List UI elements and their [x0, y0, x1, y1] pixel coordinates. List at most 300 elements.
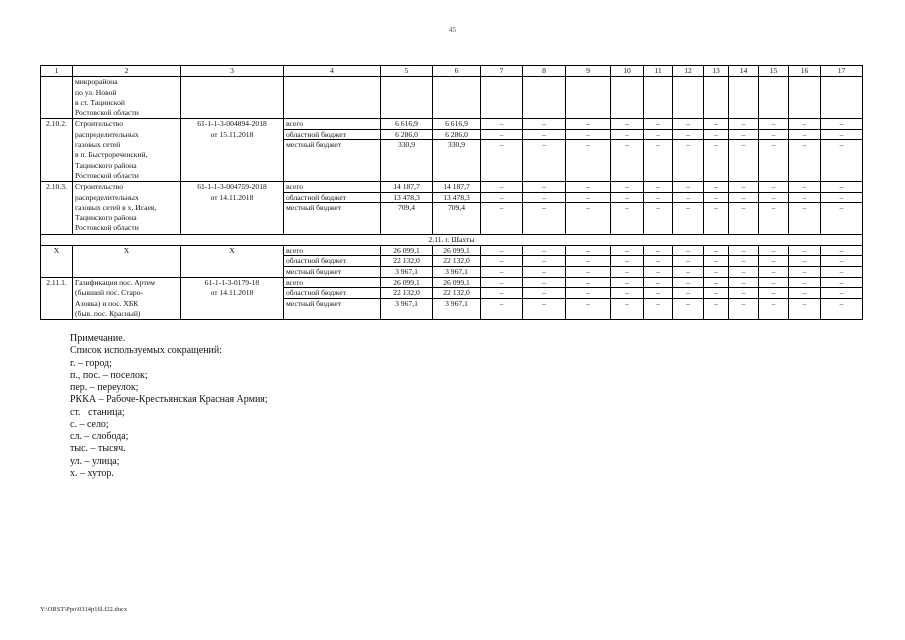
value: 3 967,1: [445, 266, 468, 276]
value: –: [789, 130, 820, 140]
notes-title: Примечание.: [70, 333, 126, 344]
value: –: [704, 182, 728, 192]
value-cell: [673, 246, 704, 278]
abbreviation-item: ст. станица;: [70, 406, 125, 418]
column-number-header: 8: [523, 66, 566, 77]
value-cell: [481, 119, 523, 182]
table-row: [41, 277, 863, 319]
value-cell: [523, 277, 566, 319]
data-table: [40, 65, 863, 320]
value-cell: [433, 277, 481, 319]
value: –: [729, 278, 758, 288]
value-cell: [821, 119, 863, 182]
registry-code-line: Х: [229, 246, 235, 256]
row-number: Х: [53, 246, 60, 256]
value: –: [686, 298, 690, 308]
column-number-header: 4: [284, 66, 381, 77]
value: –: [759, 256, 788, 266]
object-name-line: в ст. Тацинской: [75, 97, 125, 107]
abbreviation-item: ул. – улица;: [70, 455, 120, 467]
value-cell: [821, 277, 863, 319]
object-name-line: Газификация пос. Артем: [75, 277, 155, 287]
value: –: [759, 193, 788, 203]
funding-source: всего: [284, 246, 380, 256]
value: –: [586, 298, 590, 308]
value-cell: [759, 77, 789, 119]
registry-code-line: 61-1-1-3-004759-2018: [197, 182, 267, 192]
value-cell: [611, 119, 644, 182]
page-number: 45: [449, 26, 456, 34]
value-cell: [729, 119, 759, 182]
value-cell: [789, 119, 821, 182]
value: –: [644, 130, 672, 140]
value: –: [821, 130, 862, 140]
value: 709,4: [447, 202, 466, 212]
funding-source: всего: [284, 119, 380, 129]
value-cell: [821, 182, 863, 234]
value: –: [611, 119, 643, 129]
value: –: [771, 298, 776, 308]
value: –: [673, 246, 703, 256]
value: 26 099,1: [433, 278, 480, 288]
value: –: [704, 256, 728, 266]
value: –: [611, 256, 643, 266]
object-name-line: Строительство: [75, 182, 123, 192]
object-name-line: Тацинского района: [75, 160, 137, 170]
funding-source: всего: [284, 278, 380, 288]
value: –: [741, 266, 746, 276]
row-number: 2.10.2.: [46, 119, 67, 129]
value-cell: [481, 277, 523, 319]
value: –: [542, 140, 546, 150]
value: 14 187,7: [433, 182, 480, 192]
object-name-cell: [73, 246, 181, 278]
value-cell: [673, 77, 704, 119]
value: –: [566, 256, 610, 266]
column-number-header: 1: [41, 66, 73, 77]
column-number-header: 7: [481, 66, 523, 77]
value: –: [644, 193, 672, 203]
value: 26 099,1: [381, 246, 432, 256]
value: –: [704, 193, 728, 203]
value: –: [481, 278, 522, 288]
value: –: [729, 288, 758, 298]
registry-code-line: от 14.11.2018: [210, 288, 254, 298]
value: –: [771, 140, 776, 150]
registry-code-cell: [181, 182, 284, 234]
value: –: [789, 193, 820, 203]
value: –: [821, 288, 862, 298]
value: –: [566, 278, 610, 288]
file-path: Y:\ORST\Ppo\0314p16l.f22.docx: [40, 606, 128, 613]
value: –: [481, 193, 522, 203]
value: –: [789, 246, 820, 256]
value: –: [759, 288, 788, 298]
value: –: [481, 130, 522, 140]
column-number-header: 16: [789, 66, 821, 77]
notes-subtitle: Список используемых сокращений:: [70, 345, 223, 357]
value: –: [625, 202, 629, 212]
row-number-cell: [41, 182, 73, 234]
funding-source: областной бюджет: [284, 288, 380, 298]
column-number-header: 6: [433, 66, 481, 77]
value: –: [789, 119, 820, 129]
object-name-line: Ростовской области: [75, 223, 139, 233]
header-row: [41, 66, 863, 77]
value: –: [729, 182, 758, 192]
abbreviation-item: х. – хутор.: [70, 467, 114, 479]
registry-code-cell: [181, 246, 284, 278]
registry-code-line: от 14.11.2018: [210, 192, 254, 202]
value-cell: [644, 277, 673, 319]
table-body: [41, 77, 863, 320]
table-row: [41, 246, 863, 278]
value-cell: [729, 182, 759, 234]
funding-source: местный бюджет: [286, 298, 342, 308]
abbreviation-item: г. – город;: [70, 357, 112, 369]
row-number: 2.10.3.: [46, 182, 67, 192]
funding-source-cell: [284, 182, 381, 234]
value: –: [802, 202, 807, 212]
object-name-cell: [73, 119, 181, 182]
value: –: [759, 182, 788, 192]
value-cell: [523, 246, 566, 278]
value-cell: [523, 182, 566, 234]
column-number-header: 9: [566, 66, 611, 77]
value-cell: [789, 182, 821, 234]
value-cell: [759, 277, 789, 319]
value: –: [566, 182, 610, 192]
value: –: [566, 119, 610, 129]
value-cell: [644, 246, 673, 278]
table-row: [41, 77, 863, 119]
value-cell: [729, 277, 759, 319]
value: –: [821, 246, 862, 256]
column-number-header: 15: [759, 66, 789, 77]
value: 22 132,0: [433, 256, 480, 266]
value: –: [821, 193, 862, 203]
value-cell: [381, 277, 433, 319]
abbreviation-item: тыс. – тысяч.: [70, 443, 126, 455]
object-name-line: в п. Быстрореченский,: [75, 150, 148, 160]
value: –: [644, 256, 672, 266]
value-cell: [729, 246, 759, 278]
value-cell: [566, 119, 611, 182]
value: –: [499, 140, 504, 150]
value-cell: [523, 119, 566, 182]
value-cell: [433, 119, 481, 182]
value-cell: [821, 77, 863, 119]
value-cell: [566, 182, 611, 234]
value: –: [789, 182, 820, 192]
value: –: [821, 182, 862, 192]
value-cell: [481, 246, 523, 278]
value: –: [656, 202, 660, 212]
value: –: [704, 288, 728, 298]
value: –: [673, 256, 703, 266]
value: –: [714, 266, 718, 276]
object-name-line: газовых сетей: [75, 140, 121, 150]
value: –: [611, 182, 643, 192]
object-name-cell: [73, 182, 181, 234]
value: –: [586, 266, 590, 276]
value-cell: [566, 246, 611, 278]
column-number-header: 2: [73, 66, 181, 77]
abbreviation-item: пер. – переулок;: [70, 382, 139, 393]
column-number-header: 10: [611, 66, 644, 77]
value: –: [656, 140, 660, 150]
registry-code-line: от 15.11.2018: [210, 129, 254, 139]
value: –: [611, 288, 643, 298]
value: –: [523, 278, 565, 288]
value: –: [821, 278, 862, 288]
value: –: [499, 202, 504, 212]
funding-source-cell: [284, 77, 381, 119]
value: –: [586, 202, 590, 212]
value-cell: [789, 277, 821, 319]
value-cell: [381, 119, 433, 182]
object-name-line: распределительных: [75, 129, 139, 139]
value-cell: [481, 77, 523, 119]
value-cell: [644, 77, 673, 119]
value: 6 286,0: [433, 130, 480, 140]
abbreviation-item: РККА – Рабоче-Крестьянская Красная Армия;: [70, 394, 268, 406]
value: –: [704, 246, 728, 256]
object-name-line: Ростовской области: [75, 108, 139, 118]
object-name-line: Ростовской области: [75, 170, 139, 180]
value: 330,9: [397, 140, 416, 150]
value: –: [566, 246, 610, 256]
value: 3 967,1: [395, 298, 418, 308]
funding-source: местный бюджет: [286, 202, 342, 212]
value: –: [542, 266, 546, 276]
object-name-line: распределительных: [75, 192, 139, 202]
value: –: [741, 140, 746, 150]
value: –: [523, 193, 565, 203]
row-number-cell: [41, 246, 73, 278]
value: –: [673, 182, 703, 192]
abbreviation-item: с. – село;: [70, 418, 109, 430]
value-cell: [381, 182, 433, 234]
value: –: [625, 266, 629, 276]
value: –: [821, 256, 862, 266]
table-row: [41, 182, 863, 234]
abbreviation-item: п., пос. – поселок;: [70, 369, 148, 381]
value: –: [523, 119, 565, 129]
value: –: [789, 288, 820, 298]
value-cell: [611, 77, 644, 119]
value: –: [481, 119, 522, 129]
row-number-cell: [41, 277, 73, 319]
value: –: [523, 246, 565, 256]
value-cell: [611, 182, 644, 234]
value: –: [714, 298, 718, 308]
funding-source: областной бюджет: [284, 130, 380, 140]
object-name-line: (бывший пос. Старо-: [75, 288, 144, 298]
value: –: [673, 193, 703, 203]
value-cell: [611, 277, 644, 319]
value: 26 099,1: [381, 278, 432, 288]
value: –: [704, 119, 728, 129]
value: –: [839, 202, 844, 212]
row-number-cell: [41, 119, 73, 182]
value: –: [802, 266, 807, 276]
value: –: [759, 246, 788, 256]
value: –: [644, 278, 672, 288]
value: –: [499, 266, 504, 276]
value: –: [611, 278, 643, 288]
value: –: [481, 182, 522, 192]
funding-source: местный бюджет: [286, 140, 342, 150]
value: 709,4: [397, 202, 416, 212]
column-number-header: 17: [821, 66, 863, 77]
value: –: [686, 140, 690, 150]
column-number-header: 5: [381, 66, 433, 77]
value: –: [611, 246, 643, 256]
value: –: [566, 288, 610, 298]
column-number-header: 14: [729, 66, 759, 77]
value: 13 478,3: [433, 193, 480, 203]
value-cell: [566, 277, 611, 319]
value: –: [625, 140, 629, 150]
value: –: [611, 130, 643, 140]
row-number-cell: [41, 77, 73, 119]
funding-source: местный бюджет: [286, 266, 342, 276]
value: –: [839, 298, 844, 308]
value-cell: [704, 77, 729, 119]
value-cell: [821, 246, 863, 278]
registry-code-cell: [181, 119, 284, 182]
value: –: [542, 298, 546, 308]
value: 22 132,0: [433, 288, 480, 298]
value: –: [802, 140, 807, 150]
value: –: [644, 246, 672, 256]
value: –: [656, 298, 660, 308]
value: –: [644, 119, 672, 129]
value-cell: [644, 119, 673, 182]
funding-source: областной бюджет: [284, 256, 380, 266]
value-cell: [704, 277, 729, 319]
value: –: [566, 193, 610, 203]
value: –: [714, 202, 718, 212]
column-number-header: 13: [704, 66, 729, 77]
object-name-line: по ул. Новой: [75, 87, 117, 97]
value: 6 616,9: [381, 119, 432, 129]
value-cell: [704, 119, 729, 182]
value: –: [802, 298, 807, 308]
object-name-line: Строительство: [75, 119, 123, 129]
value: –: [771, 202, 776, 212]
abbreviation-item: сл. – слобода;: [70, 431, 129, 442]
value-cell: [566, 77, 611, 119]
value-cell: [704, 246, 729, 278]
value: –: [789, 278, 820, 288]
value: –: [481, 246, 522, 256]
value-cell: [673, 182, 704, 234]
value: –: [839, 140, 844, 150]
registry-code-cell: [181, 77, 284, 119]
value: –: [759, 130, 788, 140]
value: –: [729, 130, 758, 140]
table-row: [41, 119, 863, 182]
value: –: [771, 266, 776, 276]
value: 13 478,3: [381, 193, 432, 203]
object-name-cell: [73, 77, 181, 119]
value: –: [704, 278, 728, 288]
value-cell: [789, 246, 821, 278]
value-cell: [433, 77, 481, 119]
value-cell: [673, 119, 704, 182]
funding-source: всего: [284, 182, 380, 192]
value: 26 099,1: [433, 246, 480, 256]
value-cell: [523, 77, 566, 119]
value: –: [586, 140, 590, 150]
value: –: [686, 202, 690, 212]
funding-source-cell: [284, 246, 381, 278]
value-cell: [381, 246, 433, 278]
value: 330,9: [447, 140, 466, 150]
value: 6 616,9: [433, 119, 480, 129]
column-number-header: 12: [673, 66, 704, 77]
value: –: [704, 130, 728, 140]
object-name-line: газовых сетей в х. Исаев,: [75, 202, 157, 212]
object-name-line: Азовка) и пос. ХБК: [75, 298, 139, 308]
value: –: [821, 119, 862, 129]
value: –: [741, 298, 746, 308]
value: –: [729, 119, 758, 129]
notes-section: [70, 333, 268, 480]
object-name-cell: [73, 277, 181, 319]
value: 3 967,1: [395, 266, 418, 276]
value: –: [611, 193, 643, 203]
funding-source-cell: [284, 277, 381, 319]
funding-source-cell: [284, 119, 381, 182]
column-number-header: 11: [644, 66, 673, 77]
object-name-line: (быв. пос. Красный): [75, 308, 141, 318]
value: –: [729, 256, 758, 266]
row-number: 2.11.1.: [46, 277, 67, 287]
value-cell: [673, 277, 704, 319]
value: –: [625, 298, 629, 308]
value: –: [741, 202, 746, 212]
value-cell: [481, 182, 523, 234]
registry-code-cell: [181, 277, 284, 319]
funding-source: областной бюджет: [284, 193, 380, 203]
value: –: [523, 288, 565, 298]
object-name-line: микрорайона: [75, 77, 118, 87]
registry-code-line: 61-1-1-3-0179-18: [204, 277, 260, 287]
value-cell: [759, 182, 789, 234]
value: –: [686, 266, 690, 276]
value-cell: [759, 119, 789, 182]
value-cell: [759, 246, 789, 278]
value: –: [759, 119, 788, 129]
value: –: [523, 256, 565, 266]
value: –: [499, 298, 504, 308]
value-cell: [433, 246, 481, 278]
value: 22 132,0: [381, 256, 432, 266]
value: –: [729, 246, 758, 256]
value: –: [714, 140, 718, 150]
value-cell: [729, 77, 759, 119]
section-row: [41, 234, 863, 245]
value: 14 187,7: [381, 182, 432, 192]
value: 3 967,1: [445, 298, 468, 308]
column-number-header: 3: [181, 66, 284, 77]
value: –: [759, 278, 788, 288]
value: –: [481, 288, 522, 298]
object-name-line: Х: [123, 246, 130, 256]
